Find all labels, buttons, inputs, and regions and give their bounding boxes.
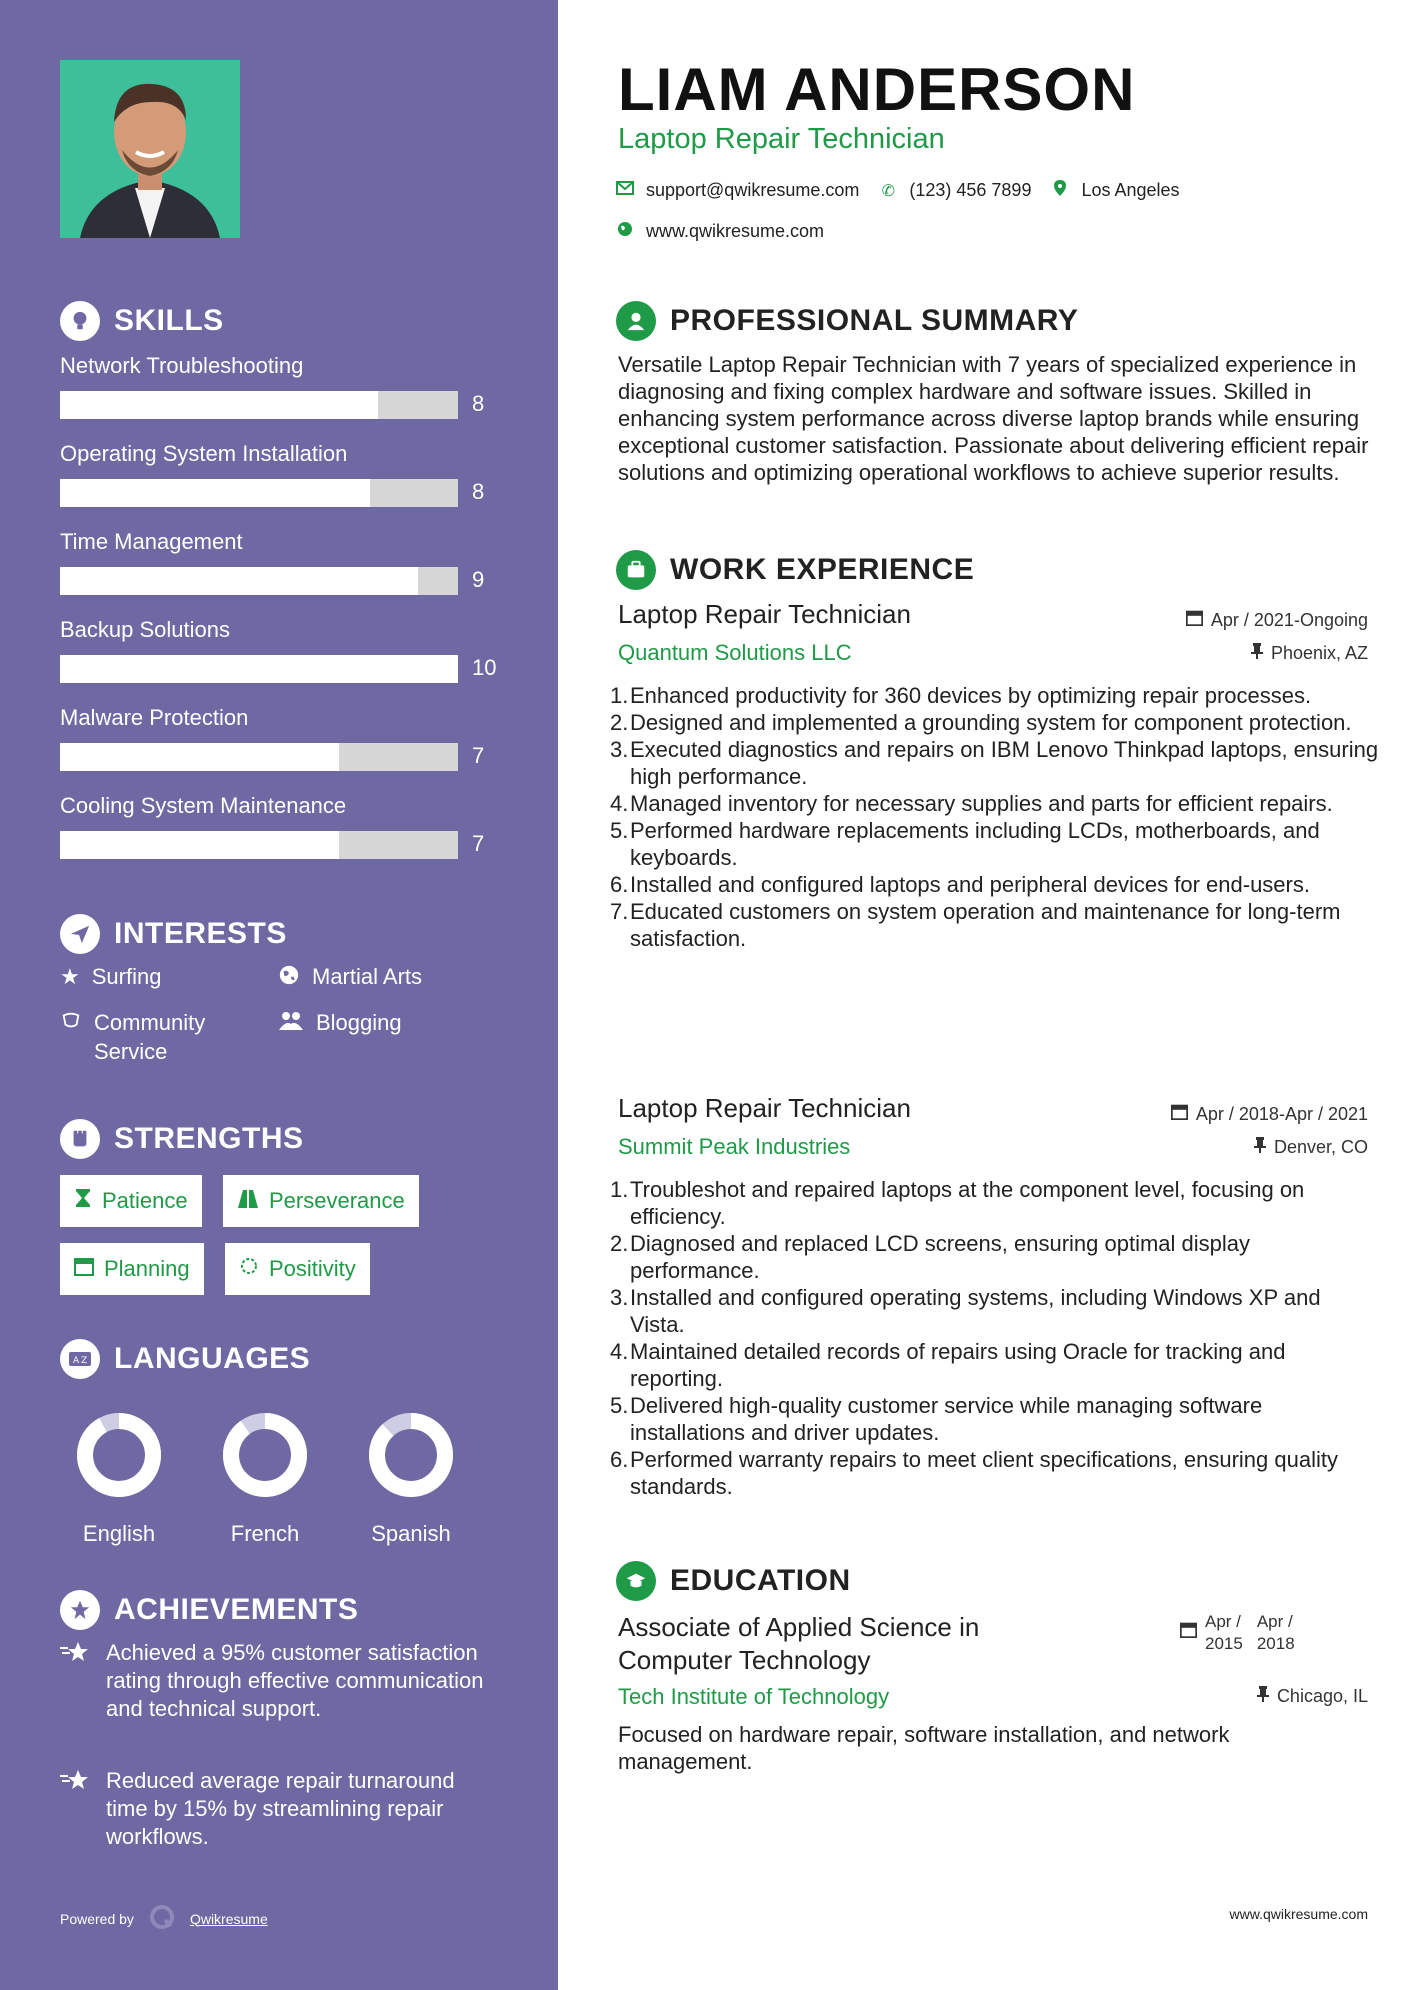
language-label: French <box>230 1521 300 1546</box>
skill-bar <box>60 655 458 683</box>
education-dates <box>1180 1611 1366 1655</box>
pin-icon <box>1254 1137 1266 1158</box>
skill-bar-fill <box>60 831 339 859</box>
main-content <box>558 0 1407 1990</box>
job-dates-text: Apr / 2018-Apr / 2021 <box>1195 1103 1368 1124</box>
strength-label: Positivity <box>269 1256 356 1281</box>
achievements-title: ACHIEVEMENTS <box>114 1593 359 1626</box>
responsibility-item: 4. Maintained detailed records of repairs using Oracle for tracking and reporting. <box>610 1338 1380 1392</box>
shooting-star-icon <box>60 1767 92 1851</box>
skill-value: 8 <box>472 391 485 416</box>
strength-label: Patience <box>102 1188 188 1213</box>
start-year: 2015 <box>1205 1634 1243 1653</box>
job-location-text: Phoenix, AZ <box>1270 643 1368 663</box>
degree-line-1: Associate of Applied Science in <box>618 1612 980 1642</box>
candidate-job-title: Laptop Repair Technician <box>618 123 945 155</box>
graduation-icon <box>616 1561 656 1601</box>
responsibility-item: 1. Troubleshot and repaired laptops at the component level, focusing on efficiency. <box>610 1176 1380 1230</box>
skill-value: 9 <box>472 567 485 592</box>
hourglass-icon <box>74 1188 92 1214</box>
languages-heading <box>60 1339 310 1379</box>
education-start <box>1205 1611 1243 1655</box>
education-end <box>1257 1611 1295 1655</box>
powered-by <box>60 1903 268 1934</box>
language-label: English <box>82 1521 156 1546</box>
job-dates <box>1068 609 1368 631</box>
interest-item <box>278 964 422 992</box>
pin-icon <box>1257 1686 1269 1707</box>
skill-value: 7 <box>472 831 485 856</box>
responsibility-item: 3. Installed and configured operating systems, including Windows XP and Vista. <box>610 1284 1380 1338</box>
responsibility-text: Maintained detailed records of repairs using Oracle for tracking and reporting. <box>630 1339 1286 1391</box>
achievement-text: Reduced average repair turnaround time by 15% by streamlining repair workflows. <box>106 1768 455 1849</box>
interest-item <box>278 1010 402 1038</box>
sidebar <box>0 0 558 1990</box>
svg-text:A: A <box>73 1356 80 1366</box>
responsibility-text: Managed inventory for necessary supplies and parts for efficient repairs. <box>630 791 1333 816</box>
responsibility-text: Diagnosed and replaced LCD screens, ensuring optimal display performance. <box>630 1231 1251 1283</box>
skill-bar-fill <box>60 479 370 507</box>
interest-label: Blogging <box>316 1010 402 1035</box>
languages-title: LANGUAGES <box>114 1342 311 1375</box>
responsibility-item: 4. Managed inventory for necessary supplies and parts for efficient repairs. <box>610 791 1333 816</box>
achievement-text: Achieved a 95% customer satisfaction rating through effective communication and technical support. <box>106 1640 484 1721</box>
achievement-item <box>60 1639 490 1723</box>
star-icon: ★ <box>60 964 80 989</box>
summary-title: PROFESSIONAL SUMMARY <box>670 304 1079 337</box>
website-row <box>616 221 824 242</box>
location-text: Los Angeles <box>1081 180 1180 200</box>
responsibility-item: 5. Performed hardware replacements including LCDs, motherboards, and keyboards. <box>610 817 1380 871</box>
calendar-icon <box>1171 1103 1188 1125</box>
interest-item <box>60 964 161 990</box>
strength-badge <box>223 1175 419 1227</box>
globe-icon <box>616 221 634 242</box>
work-heading <box>616 550 974 590</box>
job-dates <box>1068 1103 1368 1125</box>
skill-bar-fill <box>60 655 458 683</box>
skill-label: Time Management <box>60 529 243 554</box>
sun-icon <box>239 1256 259 1282</box>
end-year: 2018 <box>1256 1634 1295 1653</box>
translate-icon <box>60 1339 100 1379</box>
responsibility-text: Installed and configured operating systems, including Windows XP and Vista. <box>630 1285 1321 1337</box>
summary-heading <box>616 301 1078 341</box>
language-donut <box>64 1400 174 1510</box>
candidate-name: LIAM ANDERSON <box>618 56 1136 123</box>
user-icon <box>616 301 656 341</box>
shooting-star-icon <box>60 1639 92 1723</box>
strengths-title: STRENGTHS <box>114 1122 304 1155</box>
skill-bar <box>60 479 458 507</box>
map-pin-icon <box>1051 180 1069 201</box>
responsibility-item: 3. Executed diagnostics and repairs on IBM Lenovo Thinkpad laptops, ensuring high performance. <box>610 737 1379 789</box>
powered-by-label: Powered by <box>60 1910 134 1927</box>
degree-title <box>618 1611 979 1677</box>
responsibility-text: Delivered high-quality customer service while managing software installations and driver updates. <box>630 1393 1263 1445</box>
responsibility-text: Installed and configured laptops and peripheral devices for end-users. <box>630 872 1310 897</box>
interests-heading <box>60 914 287 954</box>
achievements-heading <box>60 1590 358 1630</box>
work-title: WORK EXPERIENCE <box>670 553 975 586</box>
profile-photo <box>60 60 240 238</box>
education-text: Focused on hardware repair, software installation, and network management. <box>618 1722 1230 1774</box>
company-name: Quantum Solutions LLC <box>618 640 852 665</box>
envelope-icon <box>616 181 634 200</box>
interest-label: Community Service <box>94 1010 206 1064</box>
language-item <box>64 1400 174 1547</box>
job-location-text: Denver, CO <box>1273 1137 1368 1157</box>
strength-label: Perseverance <box>269 1188 405 1213</box>
star-badge-icon <box>60 1590 100 1630</box>
job-location <box>1068 1137 1368 1158</box>
education-location <box>1118 1686 1368 1707</box>
phone-number: (123) 456 7899 <box>909 180 1032 200</box>
responsibility-item: 6. Performed warranty repairs to meet client specifications, ensuring quality standards. <box>610 1446 1380 1500</box>
education-title: EDUCATION <box>670 1564 851 1597</box>
job-title: Laptop Repair Technician <box>618 1093 911 1123</box>
qwikresume-logo-icon <box>148 1903 176 1934</box>
email-link[interactable]: support@qwikresume.com <box>646 180 860 200</box>
responsibility-text: Educated customers on system operation and maintenance for long-term satisfaction. <box>630 899 1341 951</box>
phone-icon: ✆ <box>881 182 896 200</box>
end-month: Apr / <box>1256 1612 1293 1631</box>
responsibility-text: Troubleshot and repaired laptops at the component level, focusing on efficiency. <box>630 1177 1305 1229</box>
users-icon <box>278 1010 304 1038</box>
job-dates-text: Apr / 2021-Ongoing <box>1210 609 1368 630</box>
skill-label: Operating System Installation <box>60 441 348 466</box>
responsibility-text: Performed warranty repairs to meet client specifications, ensuring quality standards. <box>630 1447 1338 1499</box>
calendar-icon <box>1180 1621 1197 1643</box>
globe-icon <box>278 964 300 992</box>
skill-label: Malware Protection <box>60 705 249 730</box>
svg-text:Z: Z <box>81 1356 88 1366</box>
skill-label: Backup Solutions <box>60 617 230 642</box>
contact-row <box>616 180 1180 201</box>
summary-text: Versatile Laptop Repair Technician with 7 years of specialized experience in diagnosing and fixing complex hardware and software issues. Skilled in enhancing system performance across diverse laptop brands while ensuring exceptional customer satisfaction. Passionate about delivering efficient repair solutions and optimizing operational workflows to achieve superior results. <box>618 352 1369 485</box>
skill-bar-fill <box>60 567 418 595</box>
interest-item <box>60 1010 260 1066</box>
responsibility-text: Executed diagnostics and repairs on IBM Lenovo Thinkpad laptops, ensuring high performance. <box>630 737 1379 789</box>
language-label: Spanish <box>371 1521 451 1546</box>
language-level-arc <box>377 1421 445 1489</box>
skill-value: 10 <box>472 655 497 680</box>
language-item <box>210 1400 320 1547</box>
job-title: Laptop Repair Technician <box>618 599 911 629</box>
calendar-icon <box>74 1256 94 1282</box>
pin-icon <box>1251 643 1263 664</box>
interest-label: Surfing <box>91 964 162 989</box>
skill-bar <box>60 391 458 419</box>
education-location-text: Chicago, IL <box>1276 1686 1368 1706</box>
start-month: Apr / <box>1205 1612 1241 1631</box>
paper-plane-icon <box>60 914 100 954</box>
road-icon <box>237 1188 259 1214</box>
calendar-icon <box>1186 609 1203 631</box>
skill-bar-fill <box>60 391 378 419</box>
skill-value: 8 <box>472 479 485 504</box>
skill-bar-fill <box>60 743 339 771</box>
qwikresume-link[interactable]: Qwikresume <box>189 1910 268 1927</box>
responsibility-item: 1. Enhanced productivity for 360 devices by optimizing repair processes. <box>610 683 1312 708</box>
job-location <box>1068 643 1368 664</box>
strength-badge <box>60 1175 202 1227</box>
responsibility-text: Performed hardware replacements including LCDs, motherboards, and keyboards. <box>630 818 1320 870</box>
language-level-arc <box>85 1421 153 1489</box>
responsibility-text: Designed and implemented a grounding system for component protection. <box>630 710 1352 735</box>
skills-title: SKILLS <box>114 304 224 337</box>
responsibility-item: 7. Educated customers on system operation and maintenance for long-term satisfaction. <box>610 898 1380 952</box>
skill-bar <box>60 831 458 859</box>
school-name: Tech Institute of Technology <box>618 1684 890 1709</box>
education-heading <box>616 1561 851 1601</box>
skill-label: Network Troubleshooting <box>60 353 304 378</box>
skill-label: Cooling System Maintenance <box>60 793 347 818</box>
responsibility-item: 2. Diagnosed and replaced LCD screens, ensuring optimal display performance. <box>610 1230 1380 1284</box>
ribbon-icon <box>60 1010 82 1038</box>
responsibilities-list <box>610 1176 1380 1500</box>
briefcase-icon <box>616 550 656 590</box>
achievement-item <box>60 1767 490 1851</box>
language-item <box>356 1400 466 1547</box>
strengths-heading <box>60 1119 304 1159</box>
strength-label: Planning <box>104 1256 190 1281</box>
degree-line-2: Computer Technology <box>618 1645 871 1675</box>
fist-icon <box>60 1119 100 1159</box>
responsibility-item: 6. Installed and configured laptops and peripheral devices for end-users. <box>610 872 1310 897</box>
language-donut <box>356 1400 466 1510</box>
responsibilities-list <box>610 682 1380 952</box>
language-donut <box>210 1400 320 1510</box>
company-name: Summit Peak Industries <box>618 1134 851 1159</box>
strength-badge <box>225 1243 370 1295</box>
skill-value: 7 <box>472 743 485 768</box>
responsibility-text: Enhanced productivity for 360 devices by optimizing repair processes. <box>630 683 1312 708</box>
skill-bar <box>60 567 458 595</box>
skills-heading <box>60 301 224 341</box>
strength-badge <box>60 1243 204 1295</box>
language-level-arc <box>231 1421 299 1489</box>
footer-website: www.qwikresume.com <box>1229 1906 1368 1922</box>
skill-bar <box>60 743 458 771</box>
responsibility-item: 5. Delivered high-quality customer service while managing software installations and driver updates. <box>610 1392 1380 1446</box>
interest-label: Martial Arts <box>312 964 423 989</box>
interests-title: INTERESTS <box>114 917 287 950</box>
responsibility-item: 2. Designed and implemented a grounding system for component protection. <box>610 710 1352 735</box>
website-link[interactable]: www.qwikresume.com <box>646 221 825 241</box>
lightbulb-icon <box>60 301 100 341</box>
